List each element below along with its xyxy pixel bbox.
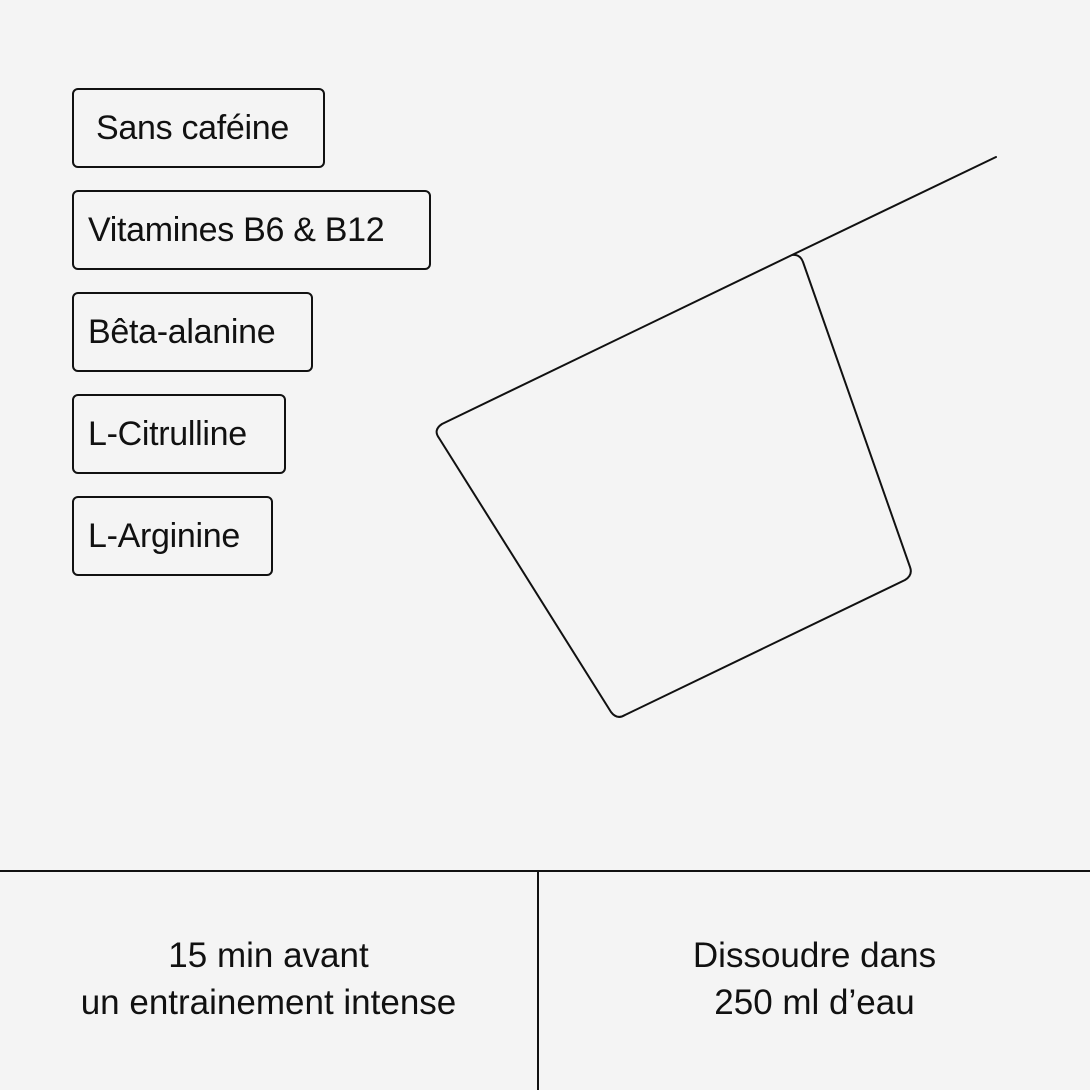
timing-line-2: un entrainement intense: [80, 983, 457, 1022]
tag-l-citrulline: L-Citrulline: [72, 394, 286, 474]
tag-l-arginine: L-Arginine: [72, 496, 273, 576]
preparation-line-1: Dissoudre dans: [692, 936, 937, 975]
tag-sans-cafeine: Sans caféine: [72, 88, 325, 168]
timing-line-1: 15 min avant: [168, 936, 369, 975]
tag-vitamines-b6-b12: Vitamines B6 & B12: [72, 190, 431, 270]
timing-info: [0, 872, 537, 1090]
preparation-info: [537, 872, 1090, 1090]
sachet-outline: [437, 157, 996, 717]
tag-beta-alanine: Bêta-alanine: [72, 292, 313, 372]
usage-info-bar: [0, 870, 1090, 1090]
preparation-line-2: 250 ml d’eau: [714, 983, 915, 1022]
